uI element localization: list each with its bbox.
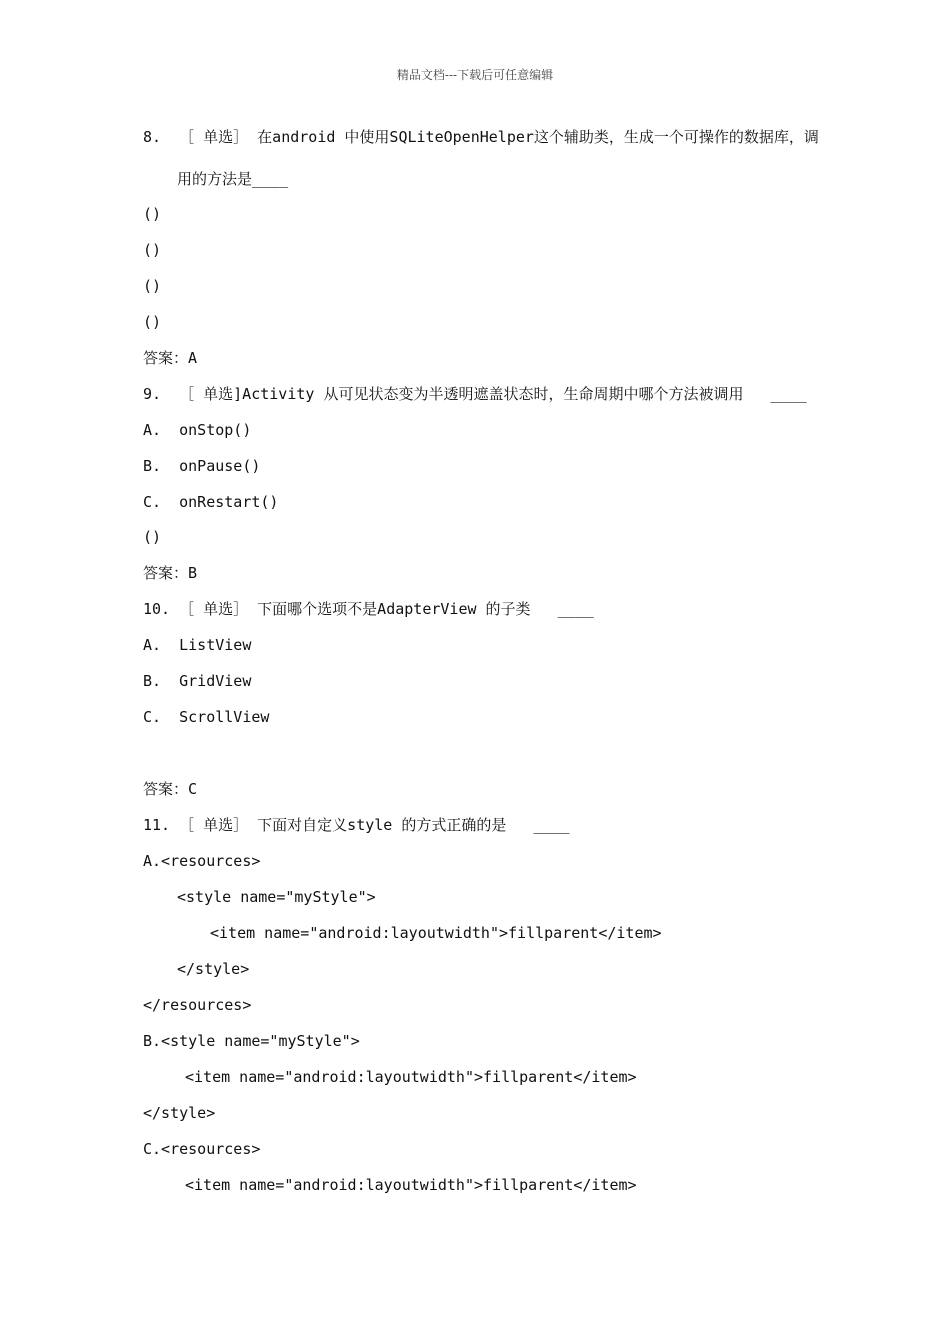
question-10-answer: 答案：C — [143, 780, 198, 798]
code-line: <item name="android:layoutwidth">fillparent</item> — [185, 1068, 637, 1086]
code-line: <item name="android:layoutwidth">fillparent</item> — [185, 1176, 637, 1194]
question-9-option-c: C. onRestart() — [143, 493, 279, 511]
question-8-stem-continued: 用的方法是____ — [177, 170, 289, 188]
code-line: <style name="myStyle"> — [177, 888, 376, 906]
question-10-option-a: A. ListView — [143, 636, 252, 654]
question-9-option-d: () — [143, 528, 162, 546]
question-11-option-b: B.<style name="myStyle"> — [143, 1032, 360, 1050]
question-10-option-b: B. GridView — [143, 672, 252, 690]
question-8-answer: 答案：A — [143, 349, 198, 367]
question-10-option-c: C. ScrollView — [143, 708, 270, 726]
question-9-stem: 9. ［ 单选]Activity 从可见状态变为半透明遮盖状态时，生命周期中哪个方法被调用 ____ — [143, 385, 807, 403]
code-line: <item name="android:layoutwidth">fillparent</item> — [210, 924, 662, 942]
question-8-option: () — [143, 277, 162, 295]
question-8-option: () — [143, 205, 162, 223]
code-line: </style> — [177, 960, 250, 978]
question-8-stem: 8. ［ 单选］ 在android 中使用SQLiteOpenHelper这个辅助类，生成一个可操作的数据库，调 — [143, 128, 819, 146]
question-10-stem: 10. ［ 单选］ 下面哪个选项不是AdapterView 的子类 ____ — [143, 600, 594, 618]
question-8-option: () — [143, 313, 162, 331]
question-9-option-b: B. onPause() — [143, 457, 261, 475]
question-9-answer: 答案：B — [143, 564, 198, 582]
code-line: </resources> — [143, 996, 252, 1014]
page-header: 精品文档---下载后可任意编辑 — [396, 68, 554, 82]
code-line: </style> — [143, 1104, 216, 1122]
question-11-option-a: A.<resources> — [143, 852, 261, 870]
question-9-option-a: A. onStop() — [143, 421, 252, 439]
question-11-option-c: C.<resources> — [143, 1140, 261, 1158]
question-11-stem: 11. ［ 单选］ 下面对自定义style 的方式正确的是 ____ — [143, 816, 570, 834]
question-8-option: () — [143, 241, 162, 259]
